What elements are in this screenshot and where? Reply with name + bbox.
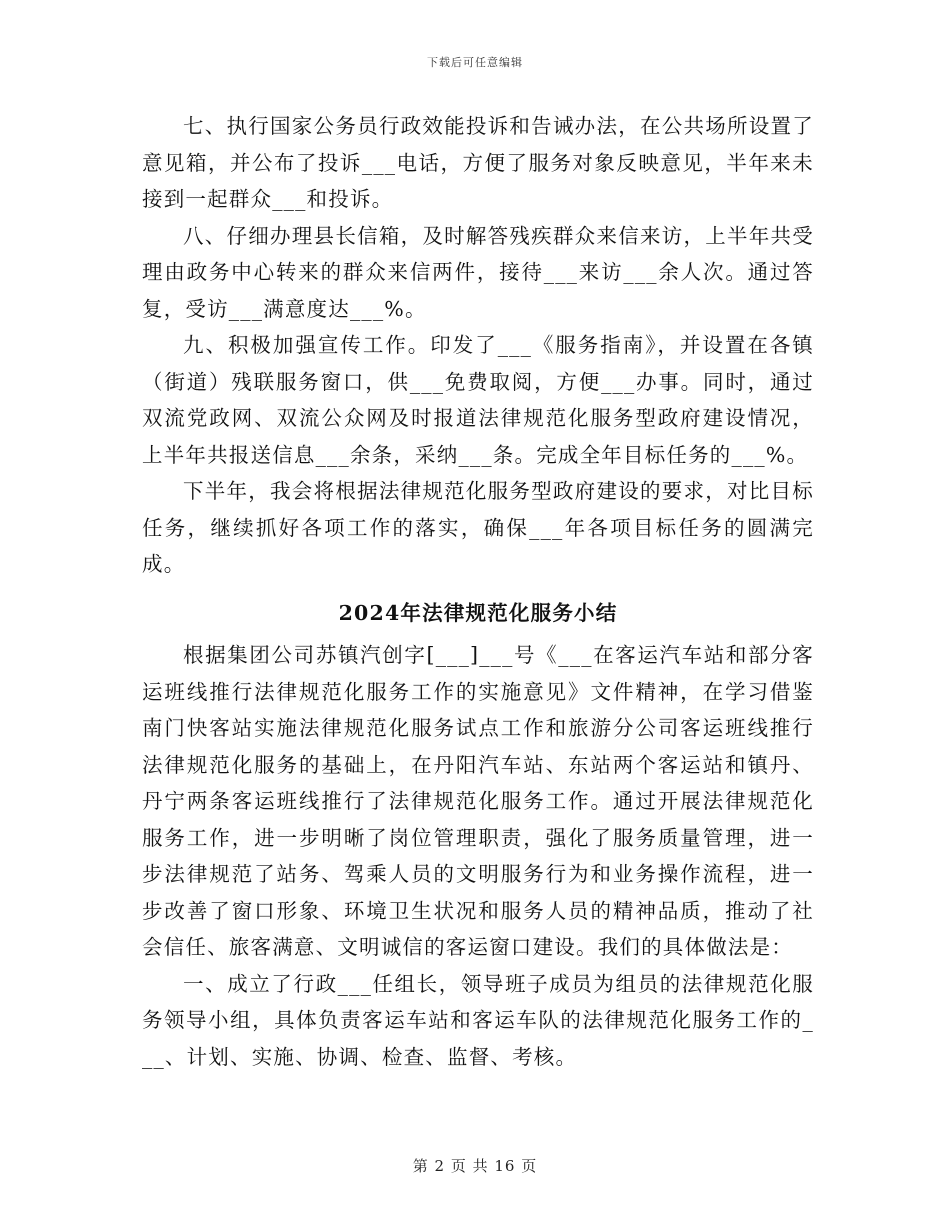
paragraph-item-7: 七、执行国家公务员行政效能投诉和告诫办法，在公共场所设置了意见箱，并公布了投诉___电话，方便了服务对象反映意见，半年来未接到一起群众___和投诉。 bbox=[142, 114, 814, 211]
paragraph-second-half-plan: 下半年，我会将根据法律规范化服务型政府建设的要求，对比目标任务，继续抓好各项工作的落实，确保___年各项目标任务的圆满完成。 bbox=[142, 479, 814, 576]
section-title: 2024年法律规范化服务小结 bbox=[338, 600, 618, 625]
paragraph-summary-intro: 根据集团公司苏镇汽创字[___]___号《___在客运汽车站和部分客运班线推行法律规范化服务工作的实施意见》文件精神，在学习借鉴南门快客站实施法律规范化服务试点工作和旅游分公司客运班线推行法律规范化服务的基础上，在丹阳汽车站、东站两个客运站和镇丹、丹宁两条客运班线推行了法律规范化服务工作。通过开展法律规范化服务工作，进一步明晰了岗位管理职责，强化了服务质量管理，进一步法律规范了站务、驾乘人员的文明服务行为和业务操作流程，进一步改善了窗口形象、环境卫生状况和服务人员的精神品质，推动了社会信任、旅客满意、文明诚信的客运窗口建设。我们的具体做法是： bbox=[142, 643, 814, 959]
page-number-footer: 第 2 页 共 16 页 bbox=[412, 1157, 538, 1175]
document-body bbox=[142, 108, 814, 1075]
header-note: 下载后可任意编辑 bbox=[427, 56, 523, 69]
paragraph-item-8: 八、仔细办理县长信箱，及时解答残疾群众来信来访，上半年共受理由政务中心转来的群众来信两件，接待___来访___余人次。通过答复，受访___满意度达___%。 bbox=[142, 223, 814, 321]
paragraph-item-9: 九、积极加强宣传工作。印发了___《服务指南》，并设置在各镇（街道）残联服务窗口，供___免费取阅，方便___办事。同时，通过双流党政网、双流公众网及时报道法律规范化服务型政府建设情况，上半年共报送信息___余条，采纳___条。完成全年目标任务的___%。 bbox=[142, 333, 814, 467]
paragraph-summary-item-1: 一、成立了行政___任组长，领导班子成员为组员的法律规范化服务领导小组，具体负责客运车站和客运车队的法律规范化服务工作的___、计划、实施、协调、检查、监督、考核。 bbox=[142, 971, 814, 1069]
